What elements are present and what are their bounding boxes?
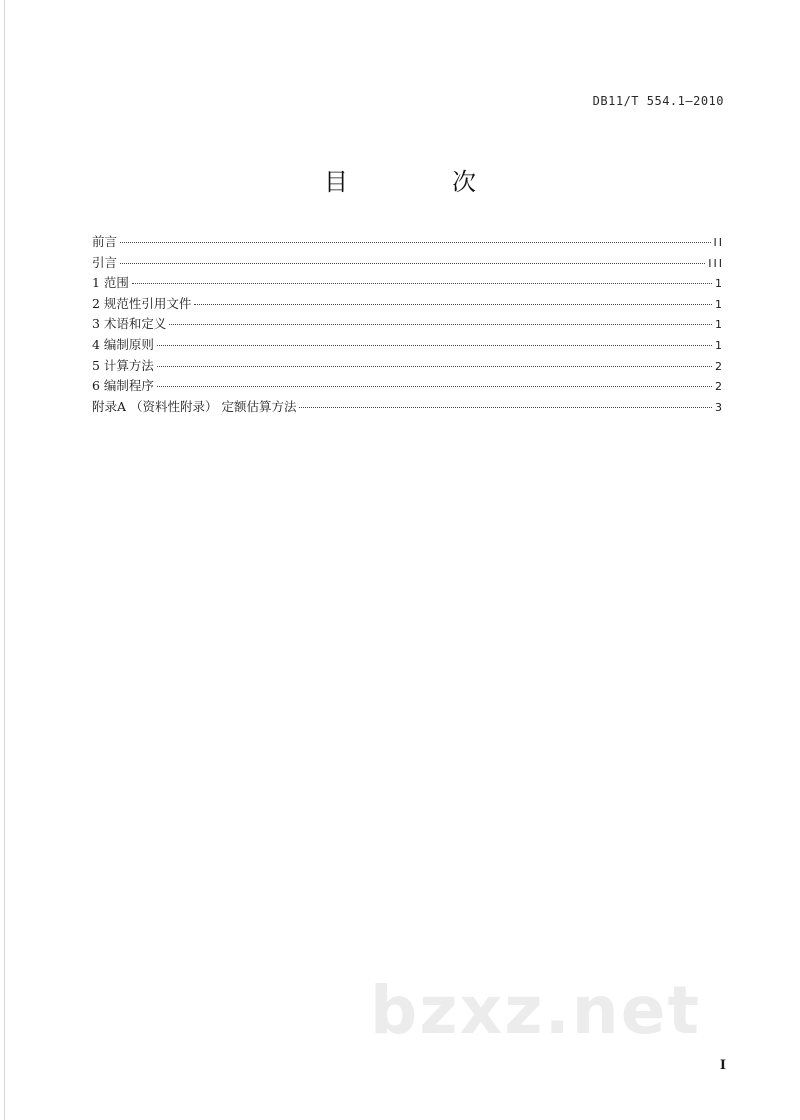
toc-entry-introduction[interactable] bbox=[92, 253, 724, 274]
page-title: 目 次 bbox=[324, 168, 516, 196]
toc-entry-procedure[interactable] bbox=[92, 376, 724, 397]
page-number: I bbox=[719, 1058, 726, 1073]
dot-leader bbox=[194, 304, 712, 305]
dot-leader bbox=[157, 366, 712, 367]
toc-entry-page: III bbox=[708, 256, 724, 270]
watermark: bzxz.net bbox=[370, 972, 702, 1049]
toc-entry-label: 6 编制程序 bbox=[92, 378, 154, 394]
dot-leader bbox=[299, 407, 712, 408]
toc-entry-normative-references[interactable] bbox=[92, 294, 724, 315]
toc-entry-label: 4 编制原则 bbox=[92, 336, 154, 352]
dot-leader bbox=[120, 263, 705, 264]
toc-entry-page: 1 bbox=[715, 297, 724, 311]
toc-entry-page: 1 bbox=[715, 338, 724, 352]
dot-leader bbox=[157, 345, 712, 346]
toc-entry-label: 2 规范性引用文件 bbox=[92, 295, 192, 311]
table-of-contents bbox=[92, 232, 724, 417]
dot-leader bbox=[157, 386, 712, 387]
toc-entry-page: 1 bbox=[715, 318, 724, 332]
toc-entry-label: 3 术语和定义 bbox=[92, 316, 167, 332]
toc-entry-appendix-a[interactable] bbox=[92, 397, 724, 418]
dot-leader bbox=[169, 324, 712, 325]
toc-entry-page: 2 bbox=[715, 359, 724, 373]
toc-entry-terms-definitions[interactable] bbox=[92, 314, 724, 335]
toc-entry-calculation-method[interactable] bbox=[92, 356, 724, 377]
toc-entry-foreword[interactable] bbox=[92, 232, 724, 253]
toc-entry-scope[interactable] bbox=[92, 273, 724, 294]
toc-entry-page: 1 bbox=[715, 277, 724, 291]
toc-entry-label: 前言 bbox=[92, 234, 118, 249]
toc-entry-page: II bbox=[713, 236, 724, 249]
document-code: DB11/T 554.1—2010 bbox=[592, 94, 724, 108]
dot-leader bbox=[132, 283, 712, 284]
toc-entry-label: 5 计算方法 bbox=[92, 357, 154, 373]
dot-leader bbox=[120, 242, 710, 243]
toc-entry-label: 1 范围 bbox=[92, 275, 129, 291]
toc-entry-label: 附录A （资料性附录） 定额估算方法 bbox=[92, 398, 297, 414]
toc-entry-page: 3 bbox=[715, 400, 724, 414]
toc-entry-principles[interactable] bbox=[92, 335, 724, 356]
toc-entry-label: 引言 bbox=[92, 254, 118, 270]
toc-entry-page: 2 bbox=[715, 380, 724, 394]
